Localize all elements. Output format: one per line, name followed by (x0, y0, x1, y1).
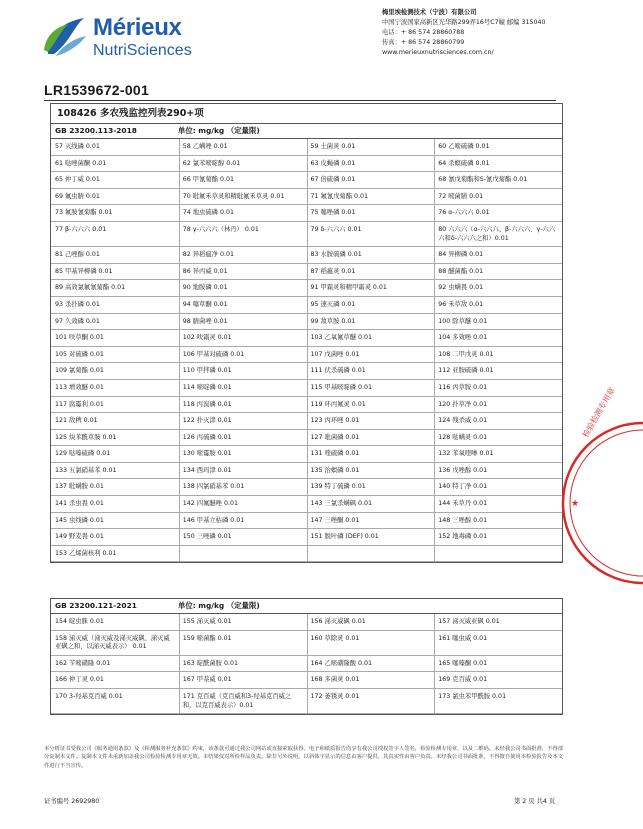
analyte-cell: 143 三氯杀螨砜 0.01 (310, 500, 373, 508)
analyte-cell: 64 杀螟硫磷 0.01 (438, 159, 490, 167)
analyte-cell: 171 克百威（克百威和3-羟基克百威之和，以克百威表示）0.01 (182, 692, 292, 709)
analyte-cell: 139 特丁硫磷 0.01 (310, 483, 366, 491)
analyte-cell: 163 啶酰菌胺 0.01 (182, 659, 238, 667)
company-name: 梅里埃检测技术（宁波）有限公司 (382, 9, 477, 16)
analyte-cell: 98 腈菌唑 0.01 (182, 317, 228, 325)
analyte-cell: 70 吡氟禾草灵和精吡氟禾草灵 0.01 (182, 192, 285, 200)
analyte-cell: 168 多菌灵 0.01 (310, 676, 360, 684)
analyte-cell: 121 敌稗 0.01 (55, 417, 98, 425)
analyte-cell: 66 甲氰菊酯 0.01 (182, 176, 234, 184)
unit-label: 单位: mg/kg （定量限) (178, 601, 260, 610)
analyte-cell: 110 甲拌磷 0.01 (182, 367, 232, 375)
column-divider (307, 139, 308, 562)
certificate-number: 证书编号 2692980 (44, 798, 100, 805)
analyte-cell: 58 乙螨唑 0.01 (182, 143, 228, 150)
analyte-cell: 152 地毒磷 0.01 (438, 533, 488, 541)
brand-name-nutrisciences: NutriSciences (93, 42, 192, 59)
analyte-cell: 104 多效唑 0.01 (438, 334, 488, 342)
analyte-cell: 124 残杀威 0.01 (438, 417, 488, 425)
analyte-cell: 153 乙烯菌核利 0.01 (55, 549, 117, 557)
analyte-cell: 72 嘧菌腈 0.01 (438, 192, 484, 200)
analyte-cell: 118 丙溴磷 0.01 (182, 400, 232, 408)
analyte-cell: 108 二甲戊灵 0.01 (438, 350, 494, 358)
company-info (382, 8, 546, 58)
analyte-cell: 67 倍硫磷 0.01 (310, 176, 356, 184)
analyte-cell: 88 醚菌酯 0.01 (438, 267, 484, 275)
analyte-cell: 146 甲基立枯磷 0.01 (182, 516, 245, 524)
analyte-cell: 115 甲基嘧啶磷 0.01 (310, 383, 373, 391)
analyte-cell: 160 草除灵 0.01 (310, 634, 360, 642)
analyte-cell: 74 地虫硫磷 0.01 (182, 209, 234, 217)
analyte-cell: 125 炔苯酰草胺 0.01 (55, 433, 117, 441)
analyte-cell: 69 氟虫腈 0.01 (55, 192, 100, 200)
analyte-cell: 114 嘧啶磷 0.01 (182, 383, 232, 391)
disclaimer-text: 本分析证书受我公司《服务通用条款》及《检测服务补充条款》约束，该条款可通过我公司网站或直接索取获得。电子和纸质报告均享有我公司授权签字人签名，检验检测专用章，以及二维码。未经我公司书面批准，不得部分复制本文件。复制本文件未重新加盖我公司检验检测专用章无效。本结果仅对所检样品负责。除非另外说明，以斜体字显示的信息由客户提供，其真实性由客户负责。未经我公司书面批准，不得擅自使用本检验报告及本文件进行不当宣传。 (44, 746, 564, 769)
analyte-cell: 85 甲基异柳磷 0.01 (55, 267, 113, 275)
analyte-cell: 172 萎锈灵 0.01 (310, 692, 360, 700)
analyte-cell: 61 哒唑菌酮 0.01 (55, 159, 107, 167)
analyte-cell: 79 δ-六六六 0.01 (310, 225, 362, 233)
analyte-cell: 133 五氯硝基苯 0.01 (55, 466, 117, 474)
analyte-cell: 144 禾草丹 0.01 (438, 500, 488, 508)
analyte-cell: 128 哒螨灵 0.01 (438, 433, 488, 441)
analyte-cell: 87 稻瘟灵 0.01 (310, 267, 356, 275)
analyte-cell: 92 虫螨畏 0.01 (438, 284, 484, 292)
analyte-cell: 126 丙硫磷 0.01 (182, 433, 232, 441)
analyte-cell: 113 增效醚 0.01 (55, 383, 104, 391)
company-logo (40, 8, 220, 64)
analyte-cell: 119 环丙氟灵 0.01 (310, 400, 366, 408)
analyte-cell: 90 地胺磷 0.01 (182, 284, 228, 292)
analyte-cell: 122 扑灭津 0.01 (182, 417, 232, 425)
analyte-cell: 167 甲萘威 0.01 (182, 676, 232, 684)
analyte-cell: 109 氯菊酯 0.01 (55, 367, 104, 375)
analyte-cell: 155 涕灭威 0.01 (182, 618, 232, 625)
analyte-cell: 173 氯虫苯甲酰胺 0.01 (438, 692, 507, 700)
analyte-cell: 57 灭线磷 0.01 (55, 143, 100, 150)
analyte-cell: 71 氟氰戊菊酯 0.01 (310, 192, 369, 200)
brand-name-merieux: Mérieux (93, 14, 182, 41)
standard-code: GB 23200.113-2018 (55, 126, 137, 135)
page-number: 第 2 页 共4 页 (514, 798, 556, 805)
analyte-cell (307, 546, 435, 562)
analyte-cell: 157 涕灭威亚砜 0.01 (438, 618, 500, 625)
section-header (51, 599, 562, 614)
analyte-cell: 62 氯苯嘧啶醇 0.01 (182, 159, 241, 167)
analyte-cell: 131 喹硫磷 0.01 (310, 450, 360, 458)
analyte-cell: 137 吡螨胺 0.01 (55, 483, 104, 491)
table-title: 108426 多农残监控列表290+项 (51, 104, 562, 124)
analyte-cell: 94 噻草酮 0.01 (182, 300, 228, 308)
analyte-cell: 147 三唑酮 0.01 (310, 516, 360, 524)
analyte-cell (434, 546, 562, 562)
analyte-cell: 150 三唑磷 0.01 (182, 533, 232, 541)
company-website[interactable]: www.merieuxnutrisciences.com.cn/ (382, 49, 494, 56)
analyte-cell: 77 β-六六六 0.01 (55, 225, 107, 233)
analyte-cell: 86 异丙威 0.01 (182, 267, 228, 275)
analyte-cell: 83 水胺硫磷 0.01 (310, 251, 362, 259)
analyte-cell: 100 除草醚 0.01 (438, 317, 488, 325)
analyte-cell: 116 丙草胺 0.01 (438, 383, 488, 391)
analyte-cell: 130 嘧霉胺 0.01 (182, 450, 232, 458)
analyte-cell: 96 禾草敌 0.01 (438, 300, 484, 308)
company-fax: 传真：+ 86 574 28860799 (382, 39, 465, 46)
analyte-cell (179, 546, 307, 562)
company-address: 中国宁波国家高新区光华路299弄16号C7幢 邮编 315040 (382, 19, 546, 26)
analyte-grid (51, 139, 562, 562)
pesticide-table-section-2 (50, 598, 563, 715)
analyte-cell: 165 噻嗪酮 0.01 (438, 659, 488, 667)
analyte-cell: 162 苄嘧磺隆 0.01 (55, 659, 111, 667)
analyte-cell: 141 杀虫畏 0.01 (55, 500, 104, 508)
official-stamp (557, 378, 643, 628)
column-divider (307, 614, 308, 714)
analyte-cell: 73 氟胺氰菊酯 0.01 (55, 209, 113, 217)
analyte-cell: 102 呋霜灵 0.01 (182, 334, 232, 342)
analyte-cell: 59 土菌灵 0.01 (310, 143, 356, 150)
analyte-cell: 93 杀扑磷 0.01 (55, 300, 100, 308)
analyte-cell: 91 甲霜灵和精甲霜灵 0.01 (310, 284, 387, 292)
analyte-cell: 99 敌草胺 0.01 (310, 317, 356, 325)
analyte-cell: 81 己唑醇 0.01 (55, 251, 100, 259)
analyte-cell: 65 仲丁威 0.01 (55, 176, 100, 184)
analyte-cell: 63 皮蝇磷 0.01 (310, 159, 356, 167)
analyte-cell: 117 腐霉利 0.01 (55, 400, 104, 408)
analyte-cell: 120 扑草净 0.01 (438, 400, 488, 408)
section-header (51, 124, 562, 139)
analyte-cell: 123 丙环唑 0.01 (310, 417, 360, 425)
analyte-cell: 78 γ-六六六（林丹） 0.01 (182, 225, 259, 233)
analyte-cell: 111 伏杀硫磷 0.01 (310, 367, 366, 375)
analyte-cell: 103 乙氧氟草醚 0.01 (310, 334, 373, 342)
analyte-cell: 75 噻唑磷 0.01 (310, 209, 356, 217)
analyte-cell: 136 戊唑醇 0.01 (438, 466, 488, 474)
analyte-cell: 166 仲丁灵 0.01 (55, 676, 104, 684)
analyte-cell: 112 亚胺硫磷 0.01 (438, 367, 494, 375)
standard-code: GB 23200.121-2021 (55, 601, 137, 610)
analyte-cell: 60 乙嘧硫磷 0.01 (438, 143, 490, 150)
analyte-cell: 95 速灭磷 0.01 (310, 300, 356, 308)
analyte-cell: 164 乙嘧磺隆酸 0.01 (310, 659, 373, 667)
analyte-cell: 82 异稻瘟净 0.01 (182, 251, 234, 259)
stamp-label: ★ (571, 499, 580, 509)
analyte-cell: 169 克百威 0.01 (438, 676, 488, 684)
analyte-cell: 127 吡菌磷 0.01 (310, 433, 360, 441)
analyte-cell: 135 治螟磷 0.01 (310, 466, 360, 474)
company-tel: 电话：+ 86 574 28860788 (382, 29, 465, 36)
analyte-cell: 170 3-羟基克百威 0.01 (55, 692, 123, 700)
analyte-cell: 159 嘧菌酯 0.01 (182, 634, 232, 642)
analyte-cell: 84 异柳磷 0.01 (438, 251, 484, 259)
analyte-cell: 145 虫线磷 0.01 (55, 516, 104, 524)
analyte-cell: 101 呋草酮 0.01 (55, 334, 104, 342)
analyte-cell: 132 苯氧喹啉 0.01 (438, 450, 494, 458)
analyte-cell: 129 哒嗪硫磷 0.01 (55, 450, 111, 458)
analyte-cell: 158 涕灭威（涕灭威及涕灭威砜、涕灭威亚砜之和，以涕灭威表示） 0.01 (55, 634, 170, 651)
pesticide-table (50, 103, 563, 563)
analyte-cell: 107 戊菌唑 0.01 (310, 350, 360, 358)
analyte-cell: 140 特丁净 0.01 (438, 483, 488, 491)
unit-label: 单位: mg/kg （定量限) (178, 126, 260, 135)
column-divider (179, 139, 180, 562)
analyte-cell: 80 六六六（α-六六六、β-六六六、γ-六六六和δ-六六六之和）0.01 (438, 225, 556, 242)
analyte-cell: 156 涕灭威砜 0.01 (310, 618, 366, 625)
analyte-grid (51, 614, 562, 714)
analyte-cell: 148 三唑醇 0.01 (438, 516, 488, 524)
analyte-cell: 142 四氟醚唑 0.01 (182, 500, 238, 508)
analyte-cell: 106 甲基对硫磷 0.01 (182, 350, 245, 358)
analyte-cell: 149 野麦畏 0.01 (55, 533, 104, 541)
column-divider (179, 614, 180, 714)
dna-leaf-icon (40, 14, 88, 60)
report-number: LR1539672-001 (44, 82, 150, 98)
analyte-cell: 76 α-六六六 0.01 (438, 209, 490, 217)
header-divider (44, 100, 556, 101)
analyte-cell: 105 对硫磷 0.01 (55, 350, 104, 358)
analyte-cell: 97 久效磷 0.01 (55, 317, 100, 325)
analyte-cell: 151 脱叶磷 (DEF) 0.01 (310, 533, 379, 541)
analyte-cell: 138 四氯硝基苯 0.01 (182, 483, 245, 491)
analyte-cell: 89 高效氯氟氰菊酯 0.01 (55, 284, 126, 292)
stamp-text: 检验检测专用章 (580, 386, 617, 439)
analyte-cell: 68 氰戊菊酯和S-氰戊菊酯 0.01 (438, 176, 528, 184)
analyte-cell: 154 啶虫脒 0.01 (55, 618, 104, 625)
analyte-cell: 161 噻虫威 0.01 (438, 634, 488, 642)
analyte-cell: 134 西玛津 0.01 (182, 466, 232, 474)
column-divider (434, 614, 435, 714)
column-divider (434, 139, 435, 562)
